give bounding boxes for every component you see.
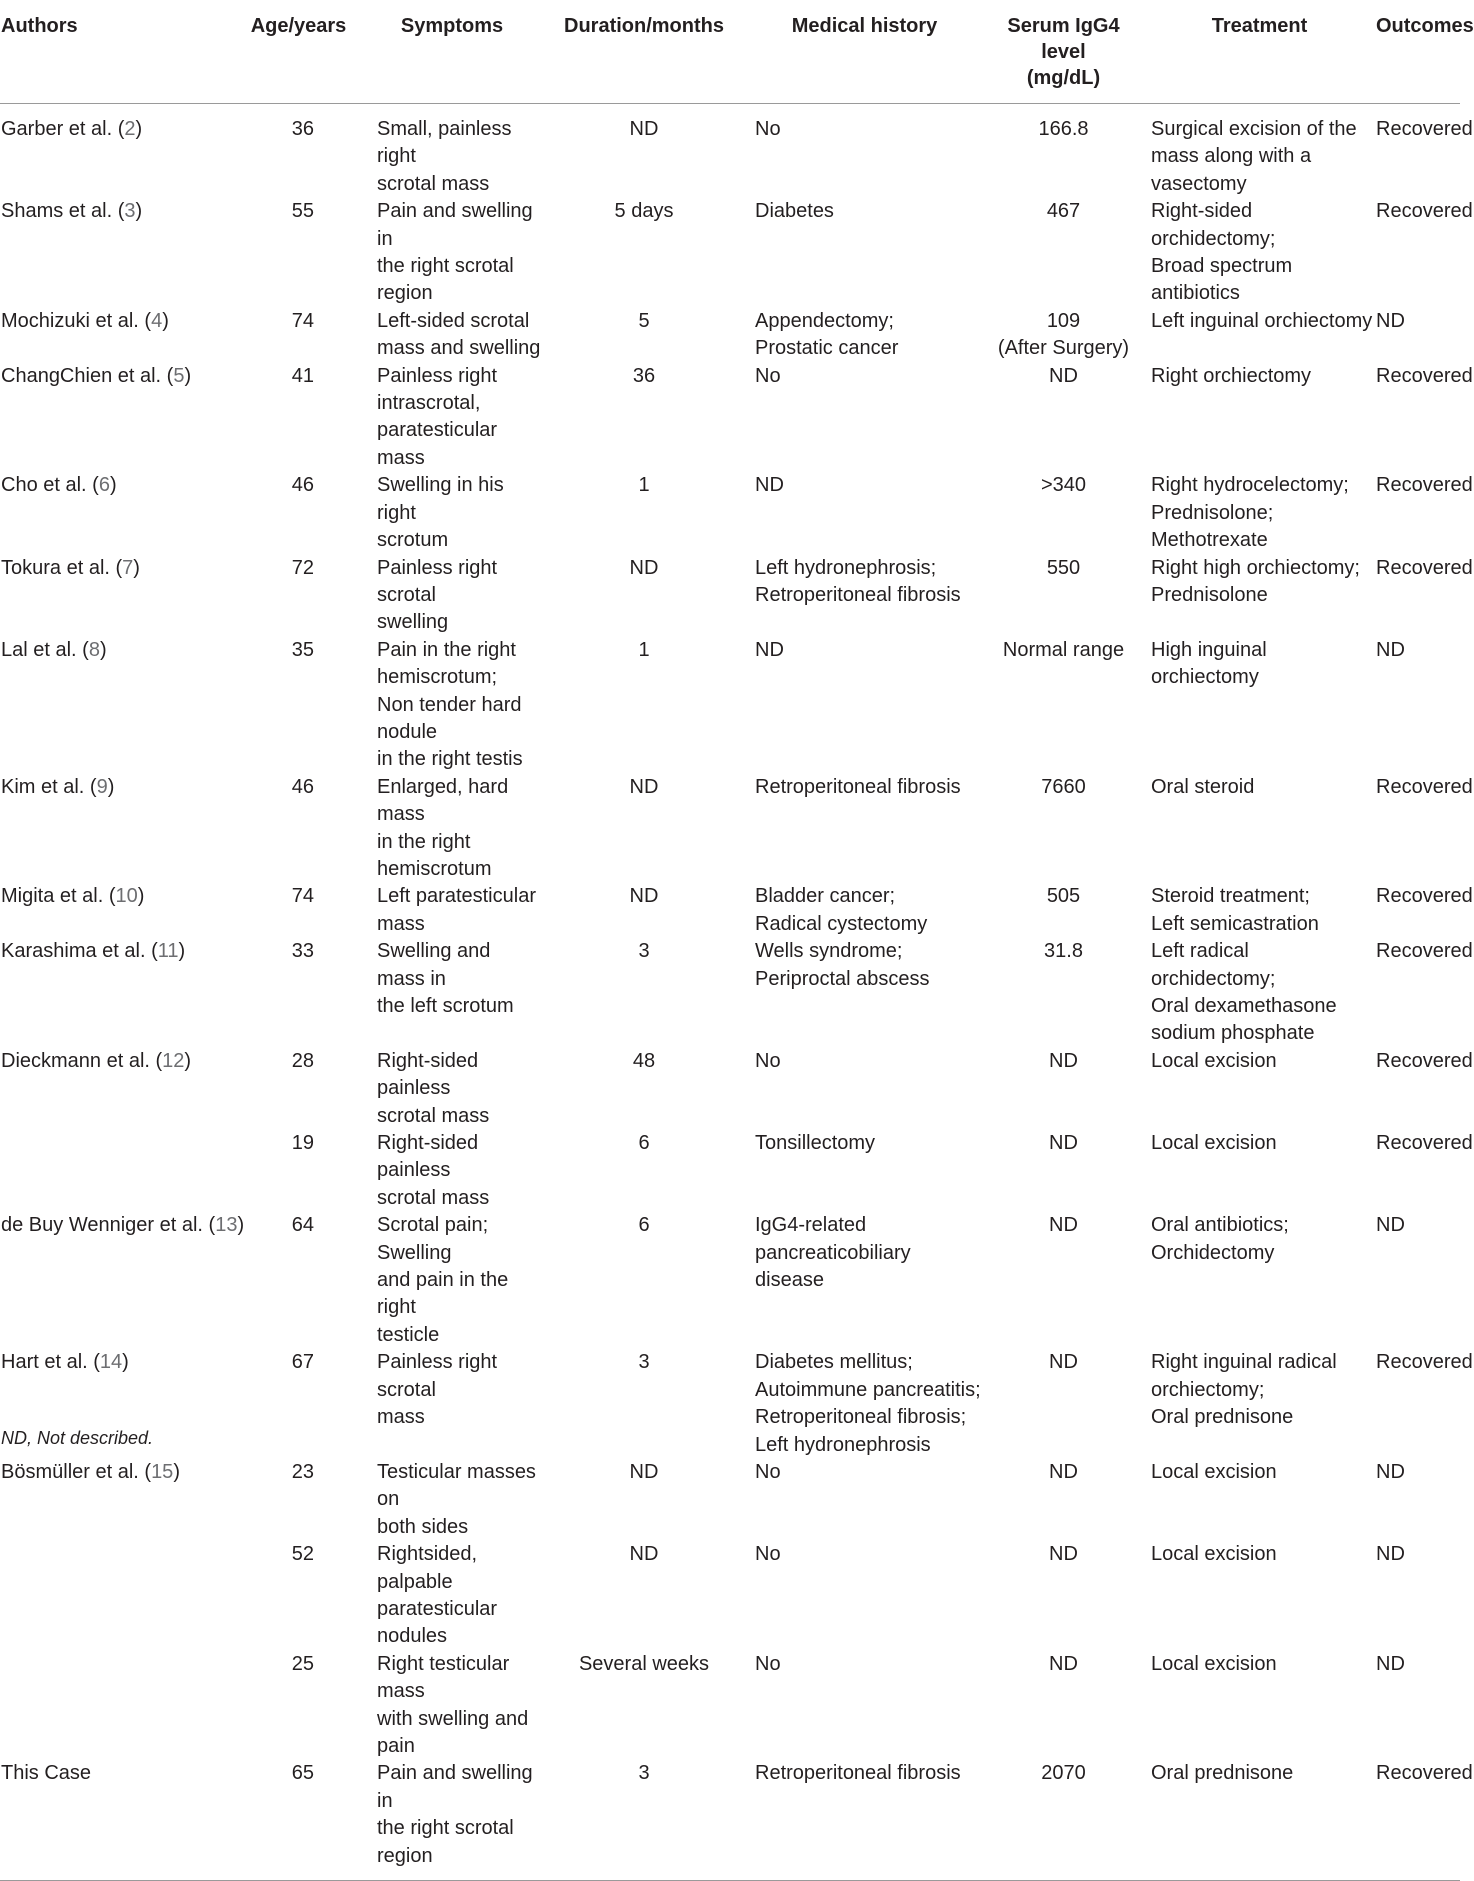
cell-duration: ND	[629, 885, 659, 908]
cell-serum-igg4: 109 (After Surgery)	[997, 309, 1130, 360]
cell-serum-igg4: 550	[1046, 556, 1081, 579]
cell-treatment: Right inguinal radical orchiectomy; Oral prednisone	[1151, 1351, 1337, 1429]
cell-age: 65	[236, 1760, 361, 1880]
cell-authors	[0, 363, 236, 473]
table-row	[0, 883, 1460, 938]
cell-medical-history: Appendectomy; Prostatic cancer	[755, 309, 899, 360]
cell-duration: ND	[629, 118, 659, 140]
cell-duration: 6	[638, 1132, 650, 1155]
cell-duration: 5	[638, 309, 650, 332]
reference-close-paren: )	[122, 1351, 129, 1374]
cell-medical-history: Diabetes	[755, 200, 834, 223]
cell-serum-igg4: Normal range	[1002, 638, 1125, 661]
cell-age: 64	[291, 1214, 314, 1237]
cell-outcome: ND	[1376, 309, 1405, 332]
reference-close-paren: )	[109, 474, 117, 497]
cell-treatment: Oral antibiotics; Orchidectomy	[1151, 1214, 1289, 1264]
cell-medical-history: Retroperitoneal fibrosis	[755, 775, 961, 798]
cell-authors	[0, 1212, 245, 1349]
cell-medical-history: IgG4-related pancreaticobiliary disease	[755, 1214, 911, 1292]
cell-authors	[0, 308, 236, 363]
cell-age: 52	[291, 1543, 314, 1566]
author-name: Dieckmann et al. (	[1, 1049, 163, 1072]
reference-close-paren: )	[173, 1460, 180, 1483]
cell-duration: Several weeks	[578, 1652, 710, 1675]
cell-medical-history: No	[755, 364, 781, 387]
cell-medical-history: No	[755, 1460, 781, 1483]
reference-link[interactable]: 5	[173, 364, 185, 387]
cell-symptoms: Swelling in his right scrotum	[377, 474, 504, 552]
cell-duration: ND	[629, 556, 659, 579]
cell-duration: 48	[632, 1049, 656, 1072]
cell-age: 74	[291, 885, 314, 908]
cell-outcome: ND	[1376, 1543, 1405, 1566]
reference-close-paren: )	[135, 118, 143, 140]
table-row	[0, 472, 1460, 554]
header-age: Age/years	[236, 0, 361, 104]
cell-outcome: Recovered	[1376, 556, 1473, 579]
cell-treatment: Local excision	[1151, 1132, 1277, 1155]
reference-link[interactable]: 8	[88, 638, 100, 661]
cell-serum-igg4: 467	[1046, 200, 1081, 223]
table-row	[0, 308, 1460, 363]
cell-treatment: Right hydrocelectomy; Prednisolone; Methotrexate	[1151, 474, 1349, 552]
author-name: This Case	[1, 1762, 92, 1785]
cell-serum-igg4: 2070	[984, 1760, 1143, 1880]
table-row	[0, 1760, 1460, 1880]
cell-duration: 36	[632, 364, 656, 387]
author-name: Lal et al. (	[1, 638, 89, 661]
cell-authors	[0, 1651, 236, 1761]
reference-close-paren: )	[184, 1049, 192, 1072]
author-name: Karashima et al. (	[1, 940, 158, 963]
cell-age: 46	[291, 775, 314, 798]
cell-duration: 1	[638, 474, 650, 497]
cell-symptoms: Rightsided, palpable paratesticular nodules	[377, 1543, 498, 1648]
cell-serum-igg4: ND	[1049, 1543, 1078, 1566]
reference-close-paren: )	[137, 885, 145, 908]
cell-outcome: ND	[1376, 638, 1405, 661]
reference-close-paren: )	[135, 200, 143, 223]
cell-authors	[0, 1760, 236, 1880]
cell-duration: 5 days	[614, 200, 674, 223]
reference-link[interactable]: 10	[115, 885, 138, 908]
reference-link[interactable]: 9	[96, 775, 108, 798]
cell-outcome: ND	[1376, 1460, 1405, 1483]
author-name: Bösmüller et al. (	[1, 1460, 152, 1483]
author-name: Tokura et al. (	[1, 556, 123, 579]
cell-outcome: Recovered	[1376, 364, 1473, 387]
cell-symptoms: Small, painless right scrotal mass	[377, 118, 512, 195]
author-name: Cho et al. (	[1, 474, 99, 497]
cell-age: 55	[291, 200, 314, 223]
reference-close-paren: )	[133, 556, 140, 579]
reference-close-paren: )	[99, 638, 107, 661]
header-serum-igg4: Serum IgG4 level (mg/dL)	[984, 0, 1143, 104]
reference-close-paren: )	[107, 775, 115, 798]
cell-serum-igg4: ND	[1049, 1652, 1078, 1675]
cell-serum-igg4: ND	[1049, 1460, 1078, 1483]
cell-symptoms: Pain in the right hemiscrotum; Non tender hard nodule in the right testis	[377, 638, 523, 771]
cell-age: 67	[291, 1351, 314, 1374]
cell-symptoms: Left-sided scrotal mass and swelling	[377, 309, 541, 360]
cell-symptoms: Scrotal pain; Swelling and pain in the right testicle	[377, 1214, 509, 1346]
cell-outcome: Recovered	[1376, 474, 1473, 497]
cell-serum-igg4: >340	[1040, 474, 1087, 497]
reference-link[interactable]: 6	[98, 474, 110, 497]
cell-authors	[0, 555, 236, 637]
cell-authors	[0, 1459, 236, 1541]
cell-symptoms: Enlarged, hard mass in the right hemiscrotum	[377, 775, 509, 880]
cell-treatment: Oral steroid	[1151, 775, 1255, 798]
cell-authors	[0, 883, 236, 938]
cell-outcome: Recovered	[1376, 1760, 1460, 1880]
cell-serum-igg4: 505	[1046, 885, 1081, 908]
cell-treatment: Left radical orchidectomy; Oral dexamethasone sodium phosphate	[1151, 940, 1337, 1045]
cell-outcome: Recovered	[1376, 1351, 1473, 1374]
cell-outcome: Recovered	[1376, 885, 1473, 908]
cell-serum-igg4: ND	[1049, 1351, 1078, 1374]
reference-close-paren: )	[178, 940, 186, 963]
cell-symptoms: Swelling and mass in the left scrotum	[377, 940, 514, 1017]
header-treatment: Treatment	[1143, 0, 1376, 104]
header-duration: Duration/months	[543, 0, 745, 104]
cell-authors	[0, 104, 236, 199]
table-row	[0, 1130, 1460, 1212]
table-row	[0, 1212, 1460, 1349]
reference-link[interactable]: 13	[215, 1214, 238, 1237]
cell-authors	[0, 1130, 236, 1212]
table-body	[0, 104, 1473, 1881]
reference-link[interactable]: 4	[151, 309, 163, 332]
cell-symptoms: Pain and swelling in the right scrotal region	[377, 200, 533, 305]
cell-medical-history: ND	[755, 474, 784, 497]
header-symptoms: Symptoms	[361, 0, 543, 104]
cell-treatment: Oral prednisone	[1143, 1760, 1376, 1880]
author-name: Hart et al. (	[1, 1351, 100, 1374]
cell-age: 19	[291, 1132, 314, 1155]
reference-link[interactable]: 15	[151, 1460, 174, 1483]
table-footnote: ND, Not described.	[1, 1428, 154, 1448]
reference-link[interactable]: 11	[157, 940, 179, 963]
cell-treatment: Surgical excision of the mass along with a vasectomy	[1151, 118, 1357, 195]
cell-outcome: Recovered	[1376, 1049, 1473, 1072]
cell-treatment: Local excision	[1151, 1460, 1277, 1483]
author-name: Shams et al. (	[1, 200, 125, 223]
cell-symptoms: Right testicular mass with swelling and pain	[377, 1652, 529, 1757]
table-row	[0, 1349, 1460, 1459]
reference-link[interactable]: 14	[99, 1351, 123, 1374]
header-outcomes: Outcomes	[1376, 0, 1460, 104]
cell-authors	[0, 938, 236, 1048]
cell-symptoms: Painless right scrotal mass	[377, 1351, 498, 1429]
author-name: de Buy Wenniger et al. (	[1, 1214, 216, 1237]
cell-medical-history: No	[755, 1049, 781, 1072]
cell-serum-igg4: 166.8	[1038, 118, 1089, 140]
cell-duration: 3	[638, 940, 650, 963]
cell-serum-igg4: 31.8	[1044, 940, 1083, 963]
header-row	[0, 0, 1460, 104]
table-row	[0, 555, 1460, 637]
cell-symptoms: Right-sided painless scrotal mass	[377, 1132, 490, 1209]
cell-outcome: Recovered	[1376, 1132, 1473, 1155]
cell-duration: 6	[638, 1214, 650, 1237]
cell-treatment: Local excision	[1151, 1543, 1277, 1566]
author-name: Mochizuki et al. (	[1, 309, 152, 332]
table-row	[0, 363, 1460, 473]
cell-medical-history: Diabetes mellitus; Autoimmune pancreatitis; Retroperitoneal fibrosis; Left hydronephrosis	[755, 1351, 981, 1456]
cell-symptoms: Painless right intrascrotal, paratesticular mass	[377, 364, 498, 469]
cell-outcome: Recovered	[1376, 200, 1473, 223]
cell-serum-igg4: 7660	[1041, 775, 1086, 798]
cell-medical-history: No	[755, 1652, 781, 1675]
cell-outcome: Recovered	[1376, 118, 1473, 140]
cell-authors	[0, 198, 236, 308]
cell-medical-history: Wells syndrome; Periproctal abscess	[755, 940, 930, 990]
cell-age: 74	[291, 309, 314, 332]
cell-duration: 1	[638, 638, 650, 661]
cell-treatment: Local excision	[1151, 1049, 1277, 1072]
cell-duration: 3	[638, 1351, 650, 1374]
table-row	[0, 1651, 1460, 1761]
reference-link[interactable]: 7	[122, 556, 134, 579]
reference-link[interactable]: 2	[124, 118, 136, 140]
cell-medical-history: Retroperitoneal fibrosis	[745, 1760, 984, 1880]
cell-serum-igg4: ND	[1049, 1214, 1078, 1237]
cell-symptoms: Left paratesticular mass	[377, 885, 536, 935]
cell-serum-igg4: ND	[1049, 364, 1078, 387]
cell-duration: 3	[543, 1760, 745, 1880]
cell-medical-history: Left hydronephrosis; Retroperitoneal fibrosis	[755, 556, 961, 606]
cell-outcome: Recovered	[1376, 940, 1473, 963]
cell-outcome: Recovered	[1376, 775, 1473, 798]
cell-treatment: Right-sided orchidectomy; Broad spectrum antibiotics	[1151, 200, 1293, 305]
table-row	[0, 1459, 1460, 1541]
reference-close-paren: )	[237, 1214, 245, 1237]
cell-medical-history: Bladder cancer; Radical cystectomy	[755, 885, 928, 935]
cell-medical-history: Tonsillectomy	[755, 1132, 876, 1155]
cell-symptoms: Right-sided painless scrotal mass	[377, 1049, 490, 1127]
cell-age: 36	[291, 118, 314, 140]
cell-duration: ND	[629, 1543, 659, 1566]
cell-age: 72	[291, 556, 314, 579]
cell-authors	[0, 637, 236, 774]
cell-age: 33	[291, 940, 314, 963]
author-name: ChangChien et al. (	[1, 364, 174, 387]
table-row	[0, 938, 1460, 1048]
cell-medical-history: ND	[755, 638, 784, 661]
author-name: Migita et al. (	[1, 885, 116, 908]
cell-serum-igg4: ND	[1049, 1049, 1078, 1072]
cell-treatment: Left inguinal orchiectomy	[1151, 309, 1373, 332]
cell-outcome: ND	[1376, 1652, 1405, 1675]
cell-symptoms: Pain and swelling in the right scrotal region	[361, 1760, 543, 1880]
cell-age: 23	[291, 1460, 314, 1483]
reference-close-paren: )	[184, 364, 192, 387]
reference-link[interactable]: 3	[124, 200, 136, 223]
cell-outcome: ND	[1376, 1214, 1405, 1237]
author-name: Garber et al. (	[1, 118, 125, 140]
cell-serum-igg4: ND	[1049, 1132, 1078, 1155]
cell-treatment: High inguinal orchiectomy	[1151, 638, 1267, 689]
cell-age: 25	[291, 1652, 314, 1675]
reference-close-paren: )	[162, 309, 169, 332]
cell-duration: ND	[629, 1460, 659, 1483]
header-authors: Authors	[0, 0, 236, 104]
cell-treatment: Local excision	[1151, 1652, 1277, 1675]
cell-treatment: Right high orchiectomy; Prednisolone	[1151, 556, 1360, 606]
cell-age: 41	[291, 364, 314, 387]
table-row	[0, 1541, 1460, 1651]
table-row	[0, 104, 1460, 199]
table-row	[0, 198, 1460, 308]
cell-duration: ND	[629, 775, 659, 798]
cell-authors	[0, 472, 236, 554]
table-row	[0, 637, 1460, 774]
cell-age: 28	[291, 1049, 314, 1072]
cell-symptoms: Painless right scrotal swelling	[377, 556, 498, 634]
cell-symptoms: Testicular masses on both sides	[377, 1460, 536, 1538]
cell-treatment: Steroid treatment; Left semicastration	[1151, 885, 1319, 935]
cell-authors	[0, 1048, 236, 1130]
author-name: Kim et al. (	[1, 775, 97, 798]
table-row	[0, 774, 1460, 884]
cell-authors	[0, 1541, 236, 1651]
reference-link[interactable]: 12	[162, 1049, 185, 1072]
cell-treatment: Right orchiectomy	[1151, 364, 1312, 387]
cell-medical-history: No	[755, 1543, 781, 1566]
cell-age: 35	[291, 638, 314, 661]
cell-age: 46	[291, 474, 314, 497]
header-medical-history: Medical history	[745, 0, 984, 104]
table-row	[0, 1048, 1460, 1130]
cell-authors	[0, 774, 236, 884]
cell-medical-history: No	[755, 118, 781, 140]
